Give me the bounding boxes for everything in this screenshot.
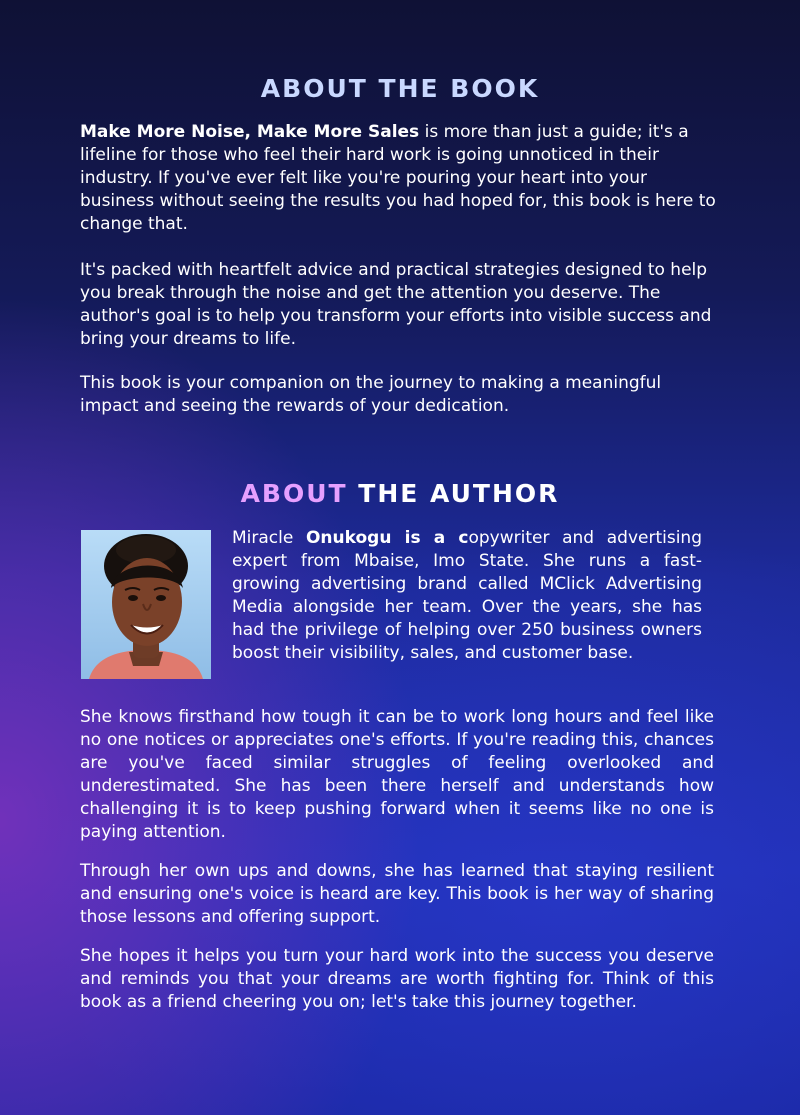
author-bio-start: Miracle bbox=[232, 528, 306, 548]
book-paragraph-3 bbox=[80, 372, 720, 418]
book-title: Make More Noise, Make More Sales bbox=[80, 122, 420, 142]
author-paragraph-3-text: She hopes it helps you turn your hard work into the success you deserve and reminds you that your dreams are worth fighting for. Think of this book as a friend cheering you on; let's take this journey together. bbox=[80, 946, 714, 1012]
author-paragraph-1 bbox=[80, 706, 714, 844]
author-portrait-image bbox=[81, 530, 211, 679]
book-paragraph-2 bbox=[80, 259, 720, 351]
author-heading-accent: ABOUT bbox=[240, 479, 348, 508]
author-paragraph-1-text: She knows firsthand how tough it can be to work long hours and feel like no one notices or appreciates one's efforts. If you're reading this, chances are you've faced similar struggles of feeling overlooked and underestimated. She has been there herself and understands how challenging it is to keep pushing forward when it seems like no one is paying attention. bbox=[80, 707, 714, 842]
author-bio bbox=[232, 527, 702, 665]
author-paragraph-3 bbox=[80, 945, 714, 1014]
author-bio-text: opywriter and advertising expert from Mbaise, Imo State. She runs a fast-growing advertising brand called MClick Advertising Media alongside her team. Over the years, she has had the privilege of helping over 250 business owners boost their visibility, sales, and customer base. bbox=[232, 528, 702, 663]
author-name: Onukogu is a c bbox=[305, 528, 469, 548]
author-paragraph-2 bbox=[80, 860, 714, 929]
about-the-book-heading: ABOUT THE BOOK bbox=[260, 74, 540, 103]
book-paragraph-1-text: is more than just a guide; it's a lifeline for those who feel their hard work is going unnoticed in their industry. If you've ever felt like you're pouring your heart into your business without seeing the results you had hoped for, this book is here to change that. bbox=[80, 122, 716, 234]
author-paragraph-2-text: Through her own ups and downs, she has learned that staying resilient and ensuring one's voice is heard are key. This book is her way of sharing those lessons and offering support. bbox=[80, 861, 714, 927]
book-paragraph-2-text: It's packed with heartfelt advice and practical strategies designed to help you break through the noise and get the attention you deserve. The author's goal is to help you transform your efforts into visible success and bring your dreams to life. bbox=[80, 260, 712, 349]
book-paragraph-3-text: This book is your companion on the journey to making a meaningful impact and seeing the rewards of your dedication. bbox=[80, 373, 662, 416]
about-the-author-heading bbox=[0, 479, 800, 508]
author-photo bbox=[81, 530, 211, 679]
author-heading-rest: THE AUTHOR bbox=[347, 479, 560, 508]
book-paragraph-1 bbox=[80, 121, 720, 236]
